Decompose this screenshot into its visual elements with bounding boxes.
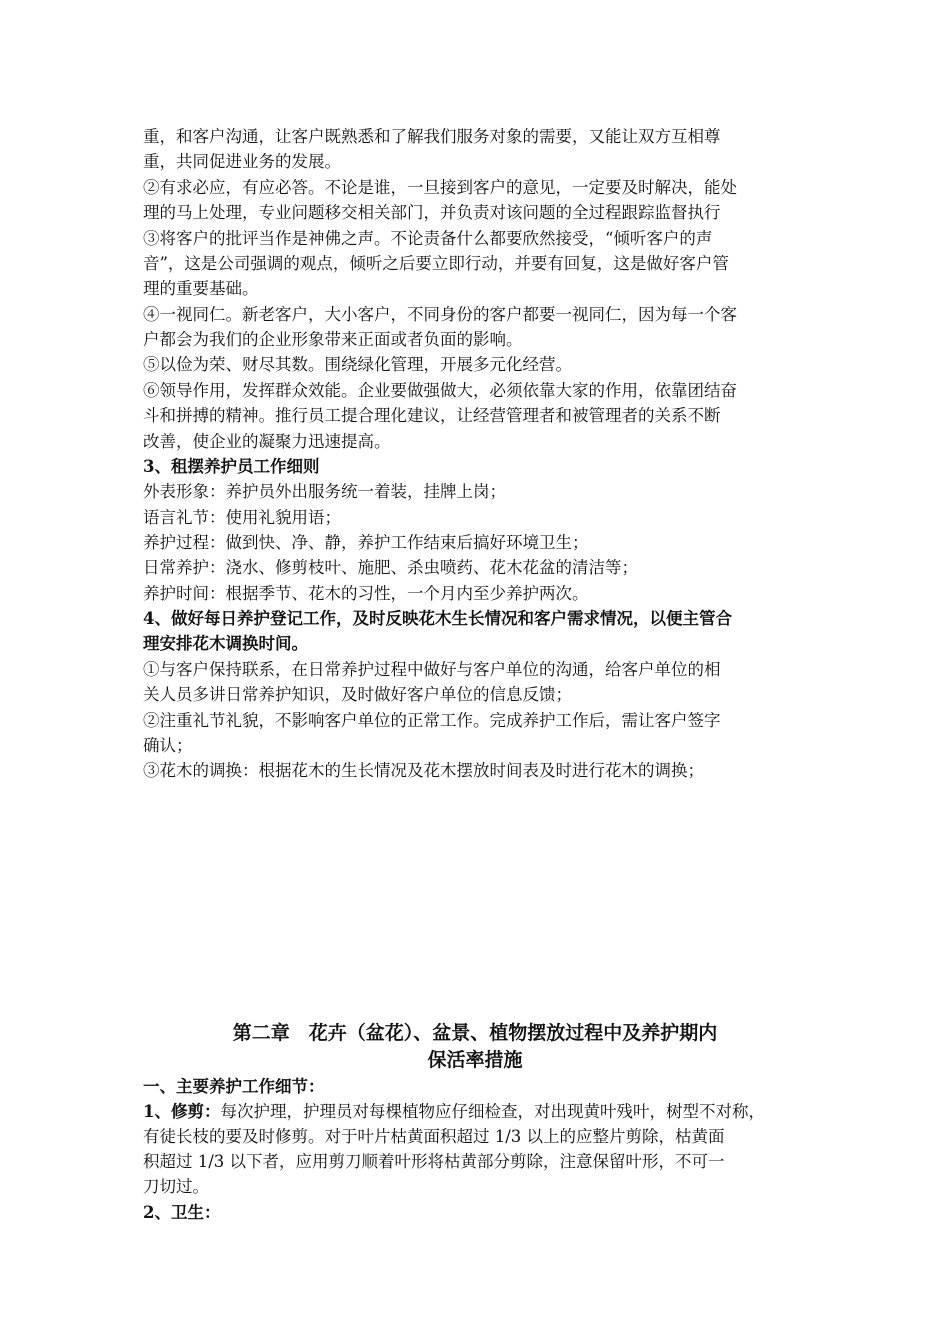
item-text: 每次护理，护理员对每棵植物应仔细检查，对出现黄叶残叶，树型不对称，: [220, 1102, 765, 1121]
paragraph-line: 养护时间：根据季节、花木的习性，一个月内至少养护两次。: [143, 584, 589, 603]
paragraph-line: ②有求必应，有应必答。不论是谁，一旦接到客户的意见，一定要及时解决，能处: [143, 178, 737, 197]
paragraph-line: 外表形象：养护员外出服务统一着装，挂牌上岗；: [143, 482, 506, 501]
paragraph-line: 有徒长枝的要及时修剪。对于叶片枯黄面积超过 1/3 以上的应整片剪除，枯黄面: [143, 1127, 725, 1146]
section-heading: 3、租摆养护员工作细则: [143, 457, 320, 476]
paragraph-line: 理的重要基础。: [143, 279, 259, 298]
item-label: 1、修剪：: [143, 1102, 221, 1121]
chapter-title: 第二章 花卉（盆花）、盆景、植物摆放过程中及养护期内: [232, 1022, 718, 1044]
paragraph-line: 关人员多讲日常养护知识，及时做好客户单位的信息反馈；: [143, 685, 572, 704]
paragraph-line: 音”，这是公司强调的观点，倾听之后要立即行动，并要有回复，这是做好客户管: [143, 254, 729, 273]
paragraph-line: 确认；: [143, 736, 193, 755]
paragraph-line: [143, 1100, 823, 1124]
section-heading: 4、做好每日养护登记工作，及时反映花木生长情况和客户需求情况，以便主管合: [143, 609, 732, 628]
paragraph-line: ④一视同仁。新老客户，大小客户，不同身份的客户都要一视同仁，因为每一个客: [143, 305, 737, 324]
paragraph-line: 重，和客户沟通，让客户既熟悉和了解我们服务对象的需要，又能让双方互相尊: [143, 127, 721, 146]
paragraph-line: 语言礼节：使用礼貌用语；: [143, 508, 341, 527]
section-heading: 2、卫生：: [143, 1203, 221, 1222]
paragraph-line: ③花木的调换：根据花木的生长情况及花木摆放时间表及时进行花木的调换；: [143, 761, 704, 780]
paragraph-line: 重，共同促进业务的发展。: [143, 152, 341, 171]
paragraph-line: 积超过 1/3 以下者，应用剪刀顺着叶形将枯黄部分剪除，注意保留叶形，不可一: [143, 1152, 725, 1171]
paragraph-line: 刀切过。: [143, 1177, 209, 1196]
paragraph-line: ②注重礼节礼貌，不影响客户单位的正常工作。完成养护工作后，需让客户签字: [143, 711, 721, 730]
paragraph-line: 户都会为我们的企业形象带来正面或者负面的影响。: [143, 330, 523, 349]
paragraph-line: ⑤以俭为荣、财尽其数。围绕绿化管理，开展多元化经营。: [143, 355, 572, 374]
paragraph-line: 理的马上处理，专业问题移交相关部门，并负责对该问题的全过程跟踪监督执行: [143, 203, 721, 222]
section-heading: 一、主要养护工作细节：: [143, 1077, 325, 1096]
paragraph-line: ⑥领导作用，发挥群众效能。企业要做强做大，必须依靠大家的作用，依靠团结奋: [143, 381, 737, 400]
paragraph-line: 养护过程：做到快、净、静，养护工作结束后搞好环境卫生；: [143, 533, 589, 552]
paragraph-line: 斗和拼搏的精神。推行员工提合理化建议，让经营管理者和被管理者的关系不断: [143, 406, 721, 425]
section-heading: 理安排花木调换时间。: [143, 634, 308, 653]
paragraph-line: ③将客户的批评当作是神佛之声。不论责备什么都要欣然接受，“倾听客户的声: [143, 229, 713, 248]
chapter-title: 保活率措施: [427, 1049, 523, 1071]
paragraph-line: ①与客户保持联系，在日常养护过程中做好与客户单位的沟通，给客户单位的相: [143, 660, 721, 679]
paragraph-line: 改善，使企业的凝聚力迅速提高。: [143, 432, 391, 451]
paragraph-line: 日常养护：浇水、修剪枝叶、施肥、杀虫喷药、花木花盆的清洁等；: [143, 558, 638, 577]
